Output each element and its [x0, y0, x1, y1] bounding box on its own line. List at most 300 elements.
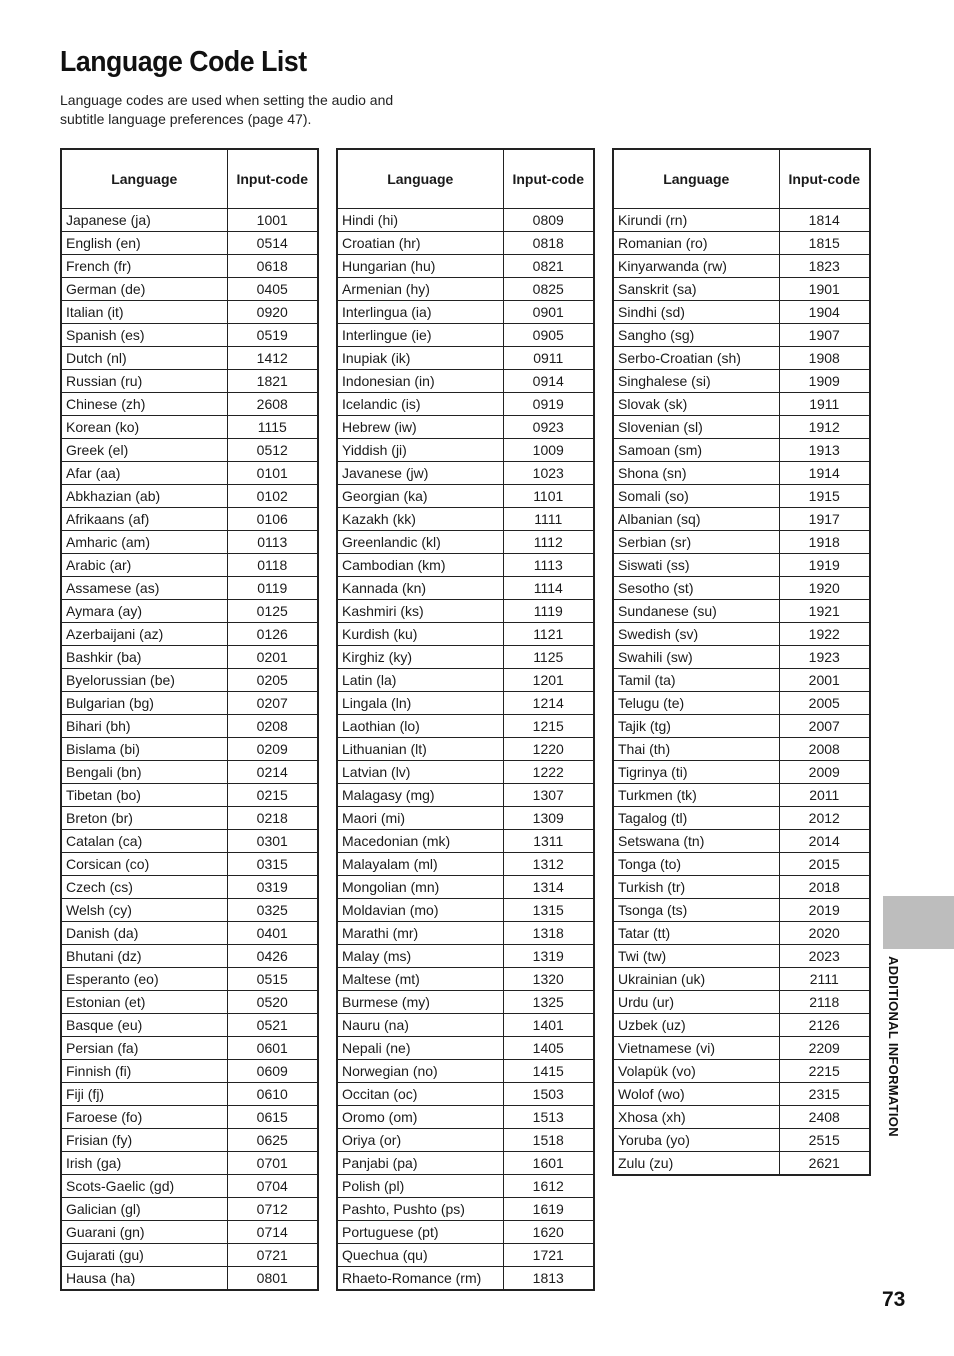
language-cell: Gujarati (gu) [61, 1244, 227, 1267]
input-code-cell: 0209 [227, 738, 318, 761]
table-row [613, 968, 870, 991]
input-code-cell: 1612 [503, 1175, 594, 1198]
table-row [61, 347, 318, 370]
input-code-cell: 1814 [779, 209, 870, 232]
table-row [61, 1244, 318, 1267]
input-code-cell: 0601 [227, 1037, 318, 1060]
table-row [613, 1106, 870, 1129]
language-cell: Swedish (sv) [613, 623, 779, 646]
table-row [61, 462, 318, 485]
language-cell: Dutch (nl) [61, 347, 227, 370]
input-code-cell: 1503 [503, 1083, 594, 1106]
table-row [613, 646, 870, 669]
table-row [337, 1083, 594, 1106]
table-row [61, 255, 318, 278]
table-row [613, 600, 870, 623]
input-code-cell: 2023 [779, 945, 870, 968]
table-row [337, 1152, 594, 1175]
table-row [337, 255, 594, 278]
table-row [337, 1106, 594, 1129]
language-cell: Korean (ko) [61, 416, 227, 439]
input-code-cell: 0801 [227, 1267, 318, 1291]
input-code-cell: 1111 [503, 508, 594, 531]
language-cell: Bihari (bh) [61, 715, 227, 738]
table-row [337, 600, 594, 623]
language-cell: Thai (th) [613, 738, 779, 761]
language-cell: Kannada (kn) [337, 577, 503, 600]
input-code-cell: 1112 [503, 531, 594, 554]
input-code-cell: 1309 [503, 807, 594, 830]
table-row [337, 485, 594, 508]
language-cell: Kashmiri (ks) [337, 600, 503, 623]
input-code-cell: 1914 [779, 462, 870, 485]
table-row [337, 1037, 594, 1060]
language-cell: Yiddish (ji) [337, 439, 503, 462]
input-code-cell: 1121 [503, 623, 594, 646]
language-cell: Japanese (ja) [61, 209, 227, 232]
language-cell: Mongolian (mn) [337, 876, 503, 899]
language-cell: Volapük (vo) [613, 1060, 779, 1083]
language-cell: Oriya (or) [337, 1129, 503, 1152]
table-row [61, 485, 318, 508]
input-code-cell: 0515 [227, 968, 318, 991]
language-cell: Catalan (ca) [61, 830, 227, 853]
table-row [61, 738, 318, 761]
language-cell: Azerbaijani (az) [61, 623, 227, 646]
language-cell: Nepali (ne) [337, 1037, 503, 1060]
input-code-cell: 0512 [227, 439, 318, 462]
input-code-cell: 1518 [503, 1129, 594, 1152]
language-cell: Maori (mi) [337, 807, 503, 830]
table-row [613, 347, 870, 370]
intro-text [60, 91, 460, 129]
input-code-cell: 0818 [503, 232, 594, 255]
input-code-cell: 2001 [779, 669, 870, 692]
input-code-cell: 1620 [503, 1221, 594, 1244]
table-row [61, 623, 318, 646]
table-row [61, 853, 318, 876]
language-cell: Georgian (ka) [337, 485, 503, 508]
language-cell: Maltese (mt) [337, 968, 503, 991]
table-row [613, 393, 870, 416]
language-cell: Sesotho (st) [613, 577, 779, 600]
table-body [337, 209, 594, 1291]
language-cell: Moldavian (mo) [337, 899, 503, 922]
input-code-cell: 0519 [227, 324, 318, 347]
input-code-cell: 1412 [227, 347, 318, 370]
table-row [61, 1106, 318, 1129]
language-cell: Tagalog (tl) [613, 807, 779, 830]
language-cell: Singhalese (si) [613, 370, 779, 393]
input-code-cell: 0208 [227, 715, 318, 738]
table-row [613, 531, 870, 554]
table-row [613, 232, 870, 255]
input-code-cell: 0514 [227, 232, 318, 255]
language-cell: Italian (it) [61, 301, 227, 324]
input-code-cell: 1220 [503, 738, 594, 761]
input-code-cell: 0911 [503, 347, 594, 370]
table-row [337, 393, 594, 416]
table-row [61, 1221, 318, 1244]
language-cell: Kazakh (kk) [337, 508, 503, 531]
table-row [337, 669, 594, 692]
table-row [61, 1060, 318, 1083]
input-code-column-header: Input-code [503, 149, 594, 209]
input-code-cell: 0609 [227, 1060, 318, 1083]
language-cell: Bengali (bn) [61, 761, 227, 784]
table-row [337, 209, 594, 232]
input-code-cell: 1415 [503, 1060, 594, 1083]
table-row [61, 646, 318, 669]
table-row [337, 853, 594, 876]
table-row [61, 1129, 318, 1152]
input-code-cell: 0315 [227, 853, 318, 876]
table-header-row [613, 149, 870, 209]
table-row [613, 485, 870, 508]
input-code-cell: 0905 [503, 324, 594, 347]
table-row [613, 324, 870, 347]
input-code-cell: 0401 [227, 922, 318, 945]
input-code-cell: 1405 [503, 1037, 594, 1060]
table-row [61, 807, 318, 830]
input-code-cell: 0923 [503, 416, 594, 439]
language-cell: Fiji (fj) [61, 1083, 227, 1106]
input-code-cell: 1921 [779, 600, 870, 623]
input-code-cell: 1023 [503, 462, 594, 485]
table-row [61, 1152, 318, 1175]
input-code-cell: 1201 [503, 669, 594, 692]
language-cell: Uzbek (uz) [613, 1014, 779, 1037]
table-row [337, 439, 594, 462]
table-row [337, 830, 594, 853]
language-cell: Romanian (ro) [613, 232, 779, 255]
input-code-cell: 1307 [503, 784, 594, 807]
intro-line-2: subtitle language preferences (page 47). [60, 111, 312, 127]
language-cell: Tigrinya (ti) [613, 761, 779, 784]
language-cell: Burmese (my) [337, 991, 503, 1014]
table-row [613, 623, 870, 646]
input-code-cell: 2012 [779, 807, 870, 830]
table-row [613, 1129, 870, 1152]
language-cell: Interlingue (ie) [337, 324, 503, 347]
table-row [613, 922, 870, 945]
table-row [613, 370, 870, 393]
language-cell: Tajik (tg) [613, 715, 779, 738]
table-row [61, 1267, 318, 1291]
table-row [337, 945, 594, 968]
input-code-cell: 0119 [227, 577, 318, 600]
language-cell: Sangho (sg) [613, 324, 779, 347]
table-row [337, 301, 594, 324]
language-cell: Pashto, Pushto (ps) [337, 1198, 503, 1221]
table-row [337, 991, 594, 1014]
table-row [613, 439, 870, 462]
input-code-cell: 0125 [227, 600, 318, 623]
table-row [61, 1037, 318, 1060]
language-cell: Cambodian (km) [337, 554, 503, 577]
input-code-cell: 1513 [503, 1106, 594, 1129]
table-header-row [61, 149, 318, 209]
input-code-cell: 1214 [503, 692, 594, 715]
language-column-header: Language [337, 149, 503, 209]
table-row [613, 784, 870, 807]
input-code-cell: 0101 [227, 462, 318, 485]
table-row [613, 209, 870, 232]
language-cell: Galician (gl) [61, 1198, 227, 1221]
table-row [337, 554, 594, 577]
input-code-cell: 0701 [227, 1152, 318, 1175]
language-cell: Xhosa (xh) [613, 1106, 779, 1129]
table-row [61, 439, 318, 462]
input-code-cell: 0325 [227, 899, 318, 922]
table-row [613, 991, 870, 1014]
section-tab-marker [883, 896, 954, 949]
language-cell: Croatian (hr) [337, 232, 503, 255]
input-code-cell: 0207 [227, 692, 318, 715]
input-code-cell: 1115 [227, 416, 318, 439]
table-row [61, 669, 318, 692]
language-cell: Estonian (et) [61, 991, 227, 1014]
table-row [61, 991, 318, 1014]
input-code-cell: 1907 [779, 324, 870, 347]
language-cell: Urdu (ur) [613, 991, 779, 1014]
language-cell: Corsican (co) [61, 853, 227, 876]
table-row [61, 922, 318, 945]
language-cell: Amharic (am) [61, 531, 227, 554]
language-cell: Chinese (zh) [61, 393, 227, 416]
language-cell: Esperanto (eo) [61, 968, 227, 991]
input-code-cell: 0215 [227, 784, 318, 807]
language-cell: Vietnamese (vi) [613, 1037, 779, 1060]
table-row [337, 715, 594, 738]
input-code-cell: 0920 [227, 301, 318, 324]
language-cell: Bashkir (ba) [61, 646, 227, 669]
language-cell: Malayalam (ml) [337, 853, 503, 876]
language-cell: Malagasy (mg) [337, 784, 503, 807]
language-cell: Aymara (ay) [61, 600, 227, 623]
table-row [61, 761, 318, 784]
table-row [613, 577, 870, 600]
input-code-cell: 0625 [227, 1129, 318, 1152]
input-code-cell: 1904 [779, 301, 870, 324]
language-cell: Persian (fa) [61, 1037, 227, 1060]
input-code-cell: 0319 [227, 876, 318, 899]
language-cell: Breton (br) [61, 807, 227, 830]
table-row [337, 1198, 594, 1221]
table-body [61, 209, 318, 1291]
table-row [613, 876, 870, 899]
language-cell: Yoruba (yo) [613, 1129, 779, 1152]
table-row [337, 324, 594, 347]
language-cell: Siswati (ss) [613, 554, 779, 577]
language-cell: Albanian (sq) [613, 508, 779, 531]
language-cell: Tamil (ta) [613, 669, 779, 692]
table-row [613, 278, 870, 301]
table-row [61, 324, 318, 347]
language-cell: Turkish (tr) [613, 876, 779, 899]
language-cell: Kurdish (ku) [337, 623, 503, 646]
input-code-cell: 2126 [779, 1014, 870, 1037]
language-cell: Nauru (na) [337, 1014, 503, 1037]
table-row [61, 577, 318, 600]
input-code-column-header: Input-code [779, 149, 870, 209]
language-cell: Marathi (mr) [337, 922, 503, 945]
input-code-cell: 1315 [503, 899, 594, 922]
table-row [61, 554, 318, 577]
language-cell: Czech (cs) [61, 876, 227, 899]
input-code-cell: 2209 [779, 1037, 870, 1060]
input-code-cell: 0426 [227, 945, 318, 968]
table-row [613, 1083, 870, 1106]
language-cell: Tibetan (bo) [61, 784, 227, 807]
language-cell: Hungarian (hu) [337, 255, 503, 278]
table-row [337, 1175, 594, 1198]
table-row [61, 508, 318, 531]
language-code-table-2 [336, 148, 595, 1291]
language-cell: Telugu (te) [613, 692, 779, 715]
language-cell: Indonesian (in) [337, 370, 503, 393]
input-code-cell: 2018 [779, 876, 870, 899]
table-header-row [337, 149, 594, 209]
language-cell: Slovenian (sl) [613, 416, 779, 439]
language-cell: Panjabi (pa) [337, 1152, 503, 1175]
language-cell: Tatar (tt) [613, 922, 779, 945]
language-cell: Greenlandic (kl) [337, 531, 503, 554]
input-code-cell: 1001 [227, 209, 318, 232]
table-row [61, 278, 318, 301]
language-cell: Scots-Gaelic (gd) [61, 1175, 227, 1198]
table-row [61, 209, 318, 232]
language-cell: Armenian (hy) [337, 278, 503, 301]
input-code-cell: 1314 [503, 876, 594, 899]
language-cell: Lithuanian (lt) [337, 738, 503, 761]
input-code-cell: 0919 [503, 393, 594, 416]
page-number: 73 [882, 1288, 906, 1311]
input-code-cell: 1113 [503, 554, 594, 577]
table-row [613, 853, 870, 876]
table-row [337, 1060, 594, 1083]
language-cell: English (en) [61, 232, 227, 255]
language-cell: Finnish (fi) [61, 1060, 227, 1083]
input-code-cell: 0113 [227, 531, 318, 554]
input-code-cell: 1119 [503, 600, 594, 623]
input-code-cell: 1312 [503, 853, 594, 876]
input-code-cell: 0521 [227, 1014, 318, 1037]
input-code-cell: 2011 [779, 784, 870, 807]
input-code-cell: 0102 [227, 485, 318, 508]
table-row [337, 1129, 594, 1152]
input-code-cell: 0126 [227, 623, 318, 646]
table-row [61, 301, 318, 324]
table-row [337, 370, 594, 393]
table-body [613, 209, 870, 1176]
language-cell: Kinyarwanda (rw) [613, 255, 779, 278]
input-code-cell: 0205 [227, 669, 318, 692]
language-cell: Inupiak (ik) [337, 347, 503, 370]
table-row [337, 646, 594, 669]
table-row [61, 370, 318, 393]
input-code-cell: 1319 [503, 945, 594, 968]
language-column-header: Language [61, 149, 227, 209]
input-code-cell: 0704 [227, 1175, 318, 1198]
language-cell: Tonga (to) [613, 853, 779, 876]
table-row [613, 1014, 870, 1037]
table-row [61, 899, 318, 922]
input-code-cell: 0201 [227, 646, 318, 669]
input-code-cell: 1215 [503, 715, 594, 738]
table-row [613, 508, 870, 531]
input-code-cell: 0610 [227, 1083, 318, 1106]
table-row [337, 508, 594, 531]
input-code-cell: 0118 [227, 554, 318, 577]
language-cell: Faroese (fo) [61, 1106, 227, 1129]
table-row [337, 692, 594, 715]
page-title: Language Code List [60, 46, 307, 78]
language-cell: Hausa (ha) [61, 1267, 227, 1291]
input-code-cell: 1813 [503, 1267, 594, 1291]
table-row [613, 715, 870, 738]
table-row [61, 393, 318, 416]
input-code-cell: 1823 [779, 255, 870, 278]
input-code-cell: 2008 [779, 738, 870, 761]
language-cell: Somali (so) [613, 485, 779, 508]
language-cell: Norwegian (no) [337, 1060, 503, 1083]
language-cell: Hindi (hi) [337, 209, 503, 232]
language-cell: Wolof (wo) [613, 1083, 779, 1106]
table-row [61, 692, 318, 715]
input-code-cell: 2009 [779, 761, 870, 784]
table-row [613, 1037, 870, 1060]
language-cell: Tsonga (ts) [613, 899, 779, 922]
input-code-cell: 1125 [503, 646, 594, 669]
table-row [61, 715, 318, 738]
input-code-cell: 1912 [779, 416, 870, 439]
input-code-cell: 1815 [779, 232, 870, 255]
table-row [61, 1083, 318, 1106]
input-code-cell: 2315 [779, 1083, 870, 1106]
language-column-header: Language [613, 149, 779, 209]
input-code-cell: 1101 [503, 485, 594, 508]
input-code-cell: 1821 [227, 370, 318, 393]
input-code-cell: 0821 [503, 255, 594, 278]
input-code-cell: 1919 [779, 554, 870, 577]
table-row [337, 232, 594, 255]
table-row [337, 623, 594, 646]
input-code-cell: 2118 [779, 991, 870, 1014]
language-cell: Slovak (sk) [613, 393, 779, 416]
input-code-cell: 1922 [779, 623, 870, 646]
input-code-cell: 0106 [227, 508, 318, 531]
language-cell: Bislama (bi) [61, 738, 227, 761]
input-code-cell: 0301 [227, 830, 318, 853]
table-row [613, 1060, 870, 1083]
language-cell: Kirundi (rn) [613, 209, 779, 232]
table-row [613, 830, 870, 853]
table-row [613, 761, 870, 784]
language-cell: Latvian (lv) [337, 761, 503, 784]
table-row [337, 416, 594, 439]
language-cell: Byelorussian (be) [61, 669, 227, 692]
language-cell: Afar (aa) [61, 462, 227, 485]
input-code-cell: 1311 [503, 830, 594, 853]
language-cell: Turkmen (tk) [613, 784, 779, 807]
input-code-cell: 0712 [227, 1198, 318, 1221]
language-cell: Zulu (zu) [613, 1152, 779, 1176]
table-row [61, 1014, 318, 1037]
language-cell: Arabic (ar) [61, 554, 227, 577]
language-code-table-1 [60, 148, 319, 1291]
language-cell: Setswana (tn) [613, 830, 779, 853]
